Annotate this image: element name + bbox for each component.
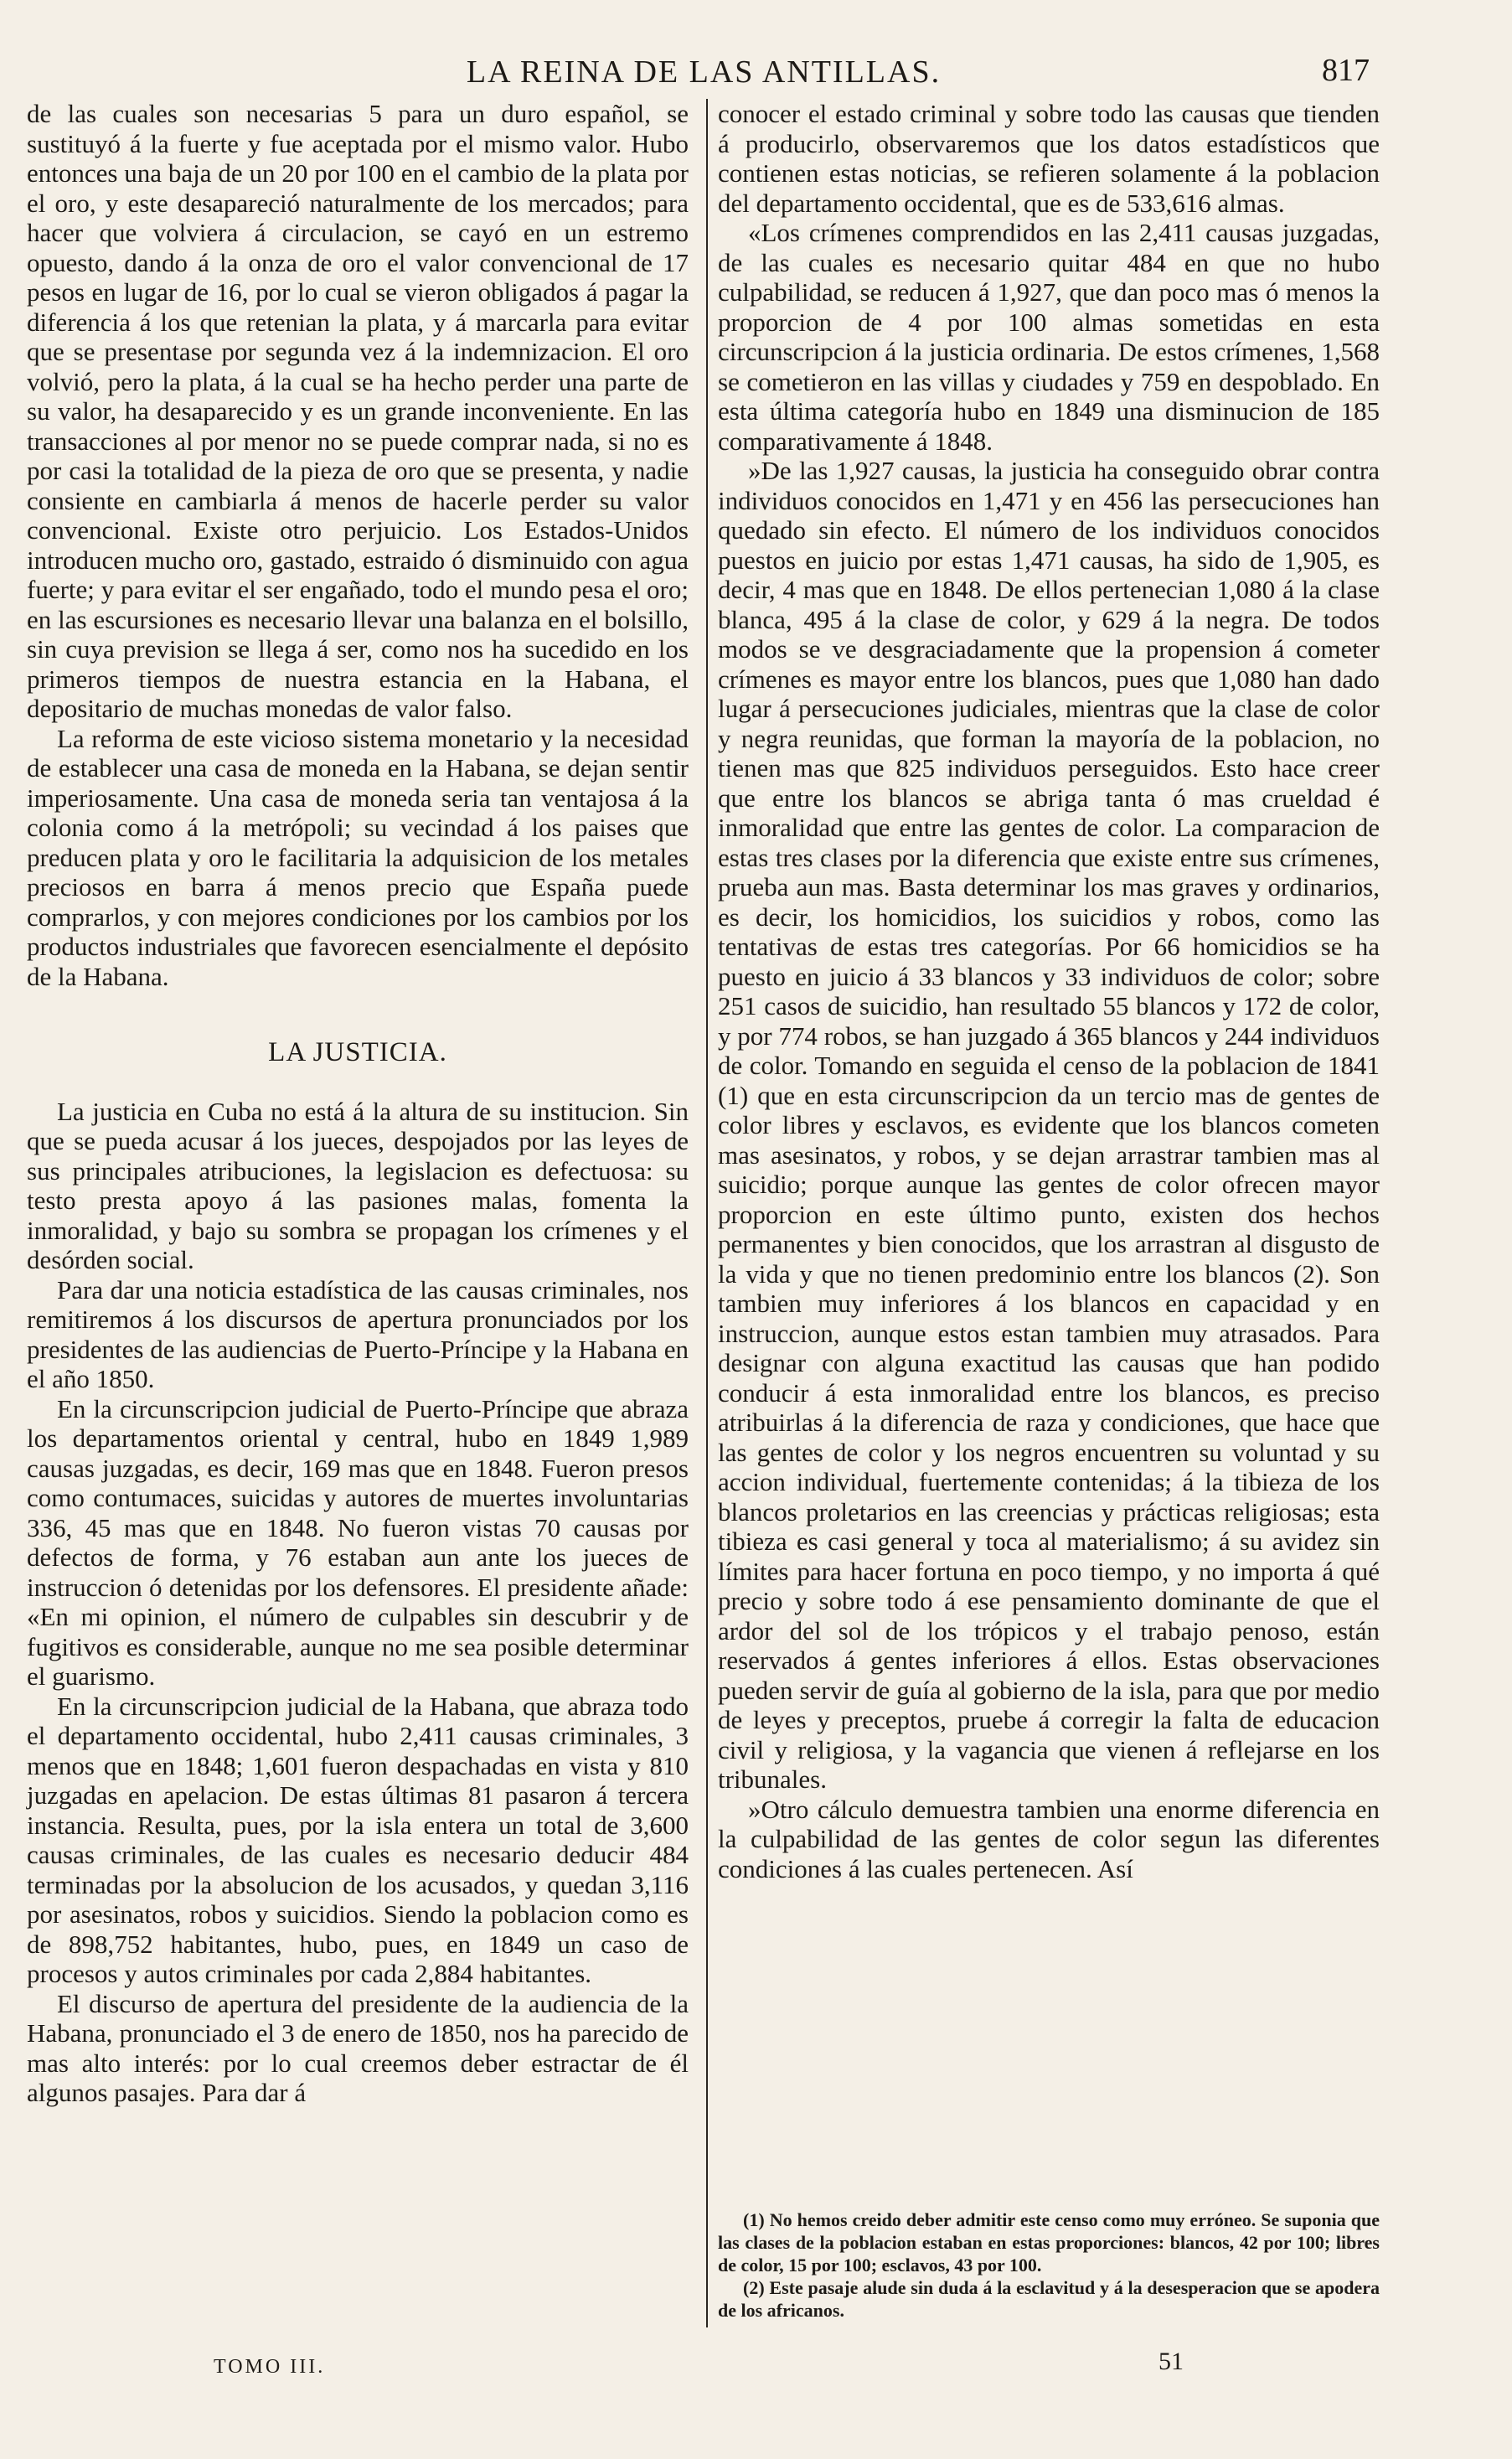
- paragraph: »Otro cálculo demuestra tambien una enorme diferencia en la culpabilidad de las gentes de color segun las diferentes condiciones á las cuales pertenecen. Así: [718, 1794, 1380, 1883]
- paragraph: »De las 1,927 causas, la justicia ha conseguido obrar contra individuos conocidos en 1,471 y en 456 las persecuciones han quedado sin efecto. El número de los individuos conocidos puestos en juicio por estas 1,471 causas, ha sido de 1,905, es decir, 4 mas que en 1848. De ellos pertenecian 1,080 á la clase blanca, 495 á la clase de color, y 629 á la negra. De todos modos se ve desgraciadamente que la propension á cometer crímenes es mayor entre los blancos, pues que 1,080 han dado lugar á persecuciones judiciales, mientras que la clase de color y negra reunidas, que forman la mayoría de la poblacion, no tienen mas que 825 individuos perseguidos. Esto hace creer que entre los blancos se abriga tanta ó mas crueldad é inmoralidad que entre las gentes de color. La comparacion de estas tres clases por la diferencia que existe entre sus crímenes, prueba aun mas. Basta determinar los mas graves y ordinarios, es decir, los homicidios, los suicidios y robos, como las tentativas de estas tres categorías. Por 66 homicidios se ha puesto en juicio á 33 blancos y 33 individuos de color; sobre 251 casos de suicidio, han resultado 55 blancos y 172 de color, y por 774 robos, se han juzgado á 365 blancos y 244 individuos de color. Tomando en seguida el censo de la poblacion de 1841 (1) que en esta circunscripcion da un tercio mas de gentes de color libres y esclavos, es evidente que los blancos cometen mas asesinatos, y robos, y se dejan arrastrar tambien mas al suicidio; porque aunque las gentes de color ofrecen mayor proporcion en este último punto, existen dos hechos permanentes y bien conocidos, que los arrastran al disgusto de la vida y que no tienen predominio entre los blancos (2). Son tambien muy inferiores á los blancos en capacidad y en instruccion, aunque estos estan tambien muy atrasados. Para designar con alguna exactitud las causas que han podido conducir á esta inmoralidad entre los blancos, es preciso atribuirlas á la diferencia de raza y condiciones, que hace que las gentes de color y los negros encuentren su voluntad y su accion individual, fuertemente contenidas; á la tibieza de los blancos proletarios en las creencias y prácticas religiosas; esta tibieza es casi general y toca al materialismo; á su avidez sin límites para hacer fortuna en poco tiempo, y no importa á qué precio y sobre todo á ese pensamiento dominante de que el ardor del sol de los trópicos y el trabajo penoso, están reservados á gentes inferiores á ellos. Estas observaciones pueden servir de guía al gobierno de la isla, para que por medio de leyes y preceptos, pruebe á corregir la falta de educacion civil y religiosa, y la vagancia que vienen á reflejarse en los tribunales.: [718, 456, 1380, 1794]
- volume-mark: TOMO III.: [214, 2356, 326, 2378]
- footnotes: [718, 2208, 1380, 2322]
- paragraph: de las cuales son necesarias 5 para un duro español, se sustituyó á la fuerte y fue aceptada por el mismo valor. Hubo entonces una baja de un 20 por 100 en el cambio de la plata por el oro, y este desapareció naturalmente de los mercados; para hacer que volviera á circulacion, se cayó en un estremo opuesto, dando á la onza de oro el valor convencional de 17 pesos en lugar de 16, por lo cual se vieron obligados á pagar la diferencia á los que retenian la plata, y á marcarla para evitar que se presentase por segunda vez á la indemnizacion. El oro volvió, pero la plata, á la cual se ha hecho perder una parte de su valor, ha desaparecido y es un grande inconveniente. En las transacciones al por menor no se puede comprar nada, si no es por casi la totalidad de la pieza de oro que se presenta, y nadie consiente en cambiarla á menos de hacerle perder su valor convencional. Existe otro perjuicio. Los Estados-Unidos introducen mucho oro, gastado, estraido ó disminuido con agua fuerte; y para evitar el ser engañado, todo el mundo pesa el oro; en las escursiones es necesario llevar una balanza en el bolsillo, sin cuya prevision se llega á ser, como nos ha sucedido en los primeros tiempos de nuestra estancia en la Habana, el depositario de muchas monedas de valor falso.: [27, 99, 689, 723]
- sheet-number: 51: [1159, 2348, 1184, 2375]
- paragraph: conocer el estado criminal y sobre todo las causas que tienden á producirlo, observaremos que los datos estadísticos que contienen estas noticias, se refieren solamente á la poblacion del departamento occidental, que es de 533,616 almas.: [718, 99, 1380, 218]
- paragraph: Para dar una noticia estadística de las causas criminales, nos remitiremos á los discursos de apertura pronunciados por los presidentes de las audiencias de Puerto-Príncipe y la Habana en el año 1850.: [27, 1274, 689, 1393]
- paragraph: La justicia en Cuba no está á la altura de su institucion. Sin que se pueda acusar á los jueces, despojados por las leyes de sus principales atribuciones, la legislacion es defectuosa: su testo presta apoyo á las pasiones malas, fomenta la inmoralidad, y bajo su sombra se propagan los crímenes y el desórden social.: [27, 1096, 689, 1274]
- left-column: [27, 99, 689, 2108]
- column-divider: [706, 99, 708, 2327]
- paragraph: En la circunscripcion judicial de la Habana, que abraza todo el departamento occidental, hubo 2,411 causas criminales, 3 menos que en 1848; 1,601 fueron despachadas en vista y 810 juzgadas en apelacion. De estas últimas 81 pasaron á tercera instancia. Resulta, pues, por la isla entera un total de 3,600 causas criminales, de las cuales es necesario deducir 484 terminadas por la absolucion de los acusados, y quedan 3,116 por asesinatos, robos y suicidios. Siendo la poblacion como es de 898,752 habitantes, hubo, pues, en 1849 un caso de procesos y autos criminales por cada 2,884 habitantes.: [27, 1691, 689, 1988]
- page-number: 817: [1322, 53, 1370, 88]
- running-title: LA REINA DE LAS ANTILLAS.: [466, 54, 942, 90]
- footnote: (2) Este pasaje alude sin duda á la esclavitud y á la desesperacion que se apodera de los africanos.: [718, 2277, 1380, 2321]
- footnote: (1) No hemos creido deber admitir este censo como muy erróneo. Se suponia que las clases de la poblacion estaban en estas proporciones: blancos, 42 por 100; libres de color, 15 por 100; esclavos, 43 por 100.: [718, 2209, 1380, 2276]
- paragraph: El discurso de apertura del presidente de la audiencia de la Habana, pronunciado el 3 de enero de 1850, nos ha parecido de mas alto interés: por lo cual creemos deber estractar de él algunos pasajes. Para dar á: [27, 1988, 689, 2107]
- section-heading: LA JUSTICIA.: [268, 1037, 447, 1067]
- paragraph: «Los crímenes comprendidos en las 2,411 causas juzgadas, de las cuales es necesario quitar 484 en que no hubo culpabilidad, se reducen á 1,927, que dan poco mas ó menos la proporcion de 4 por 100 almas sometidas en esta circunscripcion á la justicia ordinaria. De estos crímenes, 1,568 se cometieron en las villas y ciudades y 759 en despoblado. En esta última categoría hubo en 1849 una disminucion de 185 comparativamente á 1848.: [718, 218, 1380, 456]
- paragraph: La reforma de este vicioso sistema monetario y la necesidad de establecer una casa de moneda en la Habana, se dejan sentir imperiosamente. Una casa de moneda seria tan ventajosa á la colonia como á la metrópoli; su vecindad á los paises que preducen plata y oro le facilitaria la adquisicion de los metales preciosos en barra á menos precio que España puede comprarlos, y con mejores condiciones por los cambios por los productos industriales que favorecen esencialmente el depósito de la Habana.: [27, 723, 689, 991]
- paragraph: En la circunscripcion judicial de Puerto-Príncipe que abraza los departamentos oriental y central, hubo en 1849 1,989 causas juzgadas, es decir, 169 mas que en 1848. Fueron presos como contumaces, suicidas y autores de muertes involuntarias 336, 45 mas que en 1848. No fueron vistas 70 causas por defectos de forma, y 76 estaban aun ante los jueces de instruccion ó detenidas por los defensores. El presidente añade: «En mi opinion, el número de culpables sin descubrir y de fugitivos es considerable, aunque no me sea posible determinar el guarismo.: [27, 1393, 689, 1691]
- right-column: [718, 99, 1380, 1883]
